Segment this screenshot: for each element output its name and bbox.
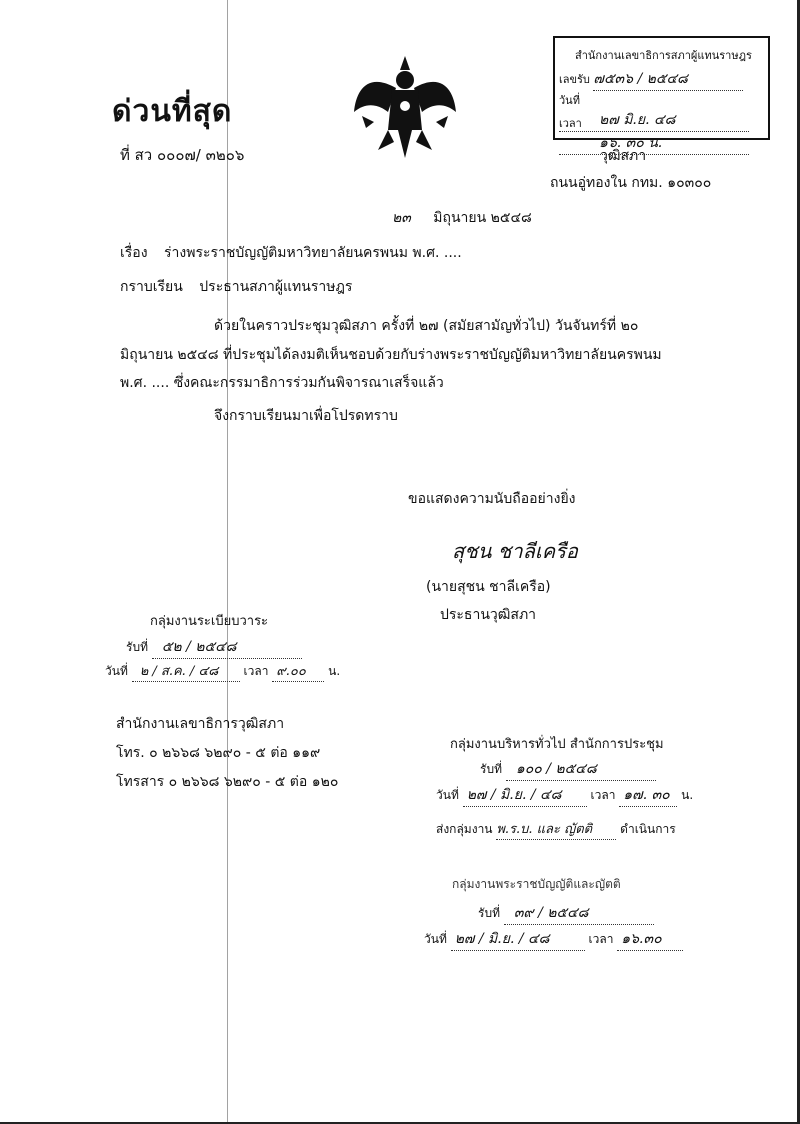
closing-salutation: ขอแสดงความนับถืออย่างยิ่ง <box>408 491 576 507</box>
receipt-stamp-top <box>553 36 770 151</box>
body-line-1: ด้วยในคราวประชุมวุฒิสภา ครั้งที่ ๒๗ (สมัยสามัญทั่วไป) วันจันทร์ที่ ๒๐ <box>214 318 639 334</box>
stamp-meeting-date: วันที่ ๒๗ / มิ.ย. / ๔๘ เวลา ๑๗. ๓๐ น. <box>436 784 693 807</box>
footer-office: สำนักงานเลขาธิการวุฒิสภา <box>116 716 285 732</box>
signer-name: (นายสุชน ชาลีเครือ) <box>426 579 551 595</box>
letter-date: ๒๓ มิถุนายน ๒๕๔๘ <box>392 210 532 226</box>
body-line-4: จึงกราบเรียนมาเพื่อโปรดทราบ <box>214 408 398 424</box>
signer-position: ประธานวุฒิสภา <box>440 607 537 623</box>
stamp-bills-date: วันที่ ๒๗ / มิ.ย. / ๔๘ เวลา ๑๖.๓๐ <box>424 928 683 951</box>
stamp-line-1: เลขรับ ๗๕๓๖ / ๒๕๔๘ <box>559 68 743 91</box>
handwritten-signature: สุชน ชาลีเครือ <box>452 539 578 563</box>
stamp-agenda-date: วันที่ ๒ / ส.ค. / ๔๘ เวลา ๙.๐๐ น. <box>105 660 340 682</box>
subject-line: เรื่อง ร่างพระราชบัญญัติมหาวิทยาลัยนครพนม พ.ศ. .... <box>120 245 462 261</box>
stamp-title: สำนักงานเลขาธิการสภาผู้แทนราษฎร <box>575 49 752 62</box>
reference-number: ที่ สว ๐๐๐๗/ ๓๒๐๖ <box>120 146 245 164</box>
stamp-bills-title: กลุ่มงานพระราชบัญญัติและญัตติ <box>452 877 621 891</box>
body-line-2: มิถุนายน ๒๕๔๘ ที่ประชุมได้ลงมติเห็นชอบด้วยกับร่างพระราชบัญญัติมหาวิทยาลัยนครพนม <box>120 347 662 363</box>
stamp-meeting-title: กลุ่มงานบริหารทั่วไป สำนักการประชุม <box>450 737 664 752</box>
footer-fax: โทรสาร ๐ ๒๖๖๘ ๖๒๙๐ - ๕ ต่อ ๑๒๐ <box>116 774 339 790</box>
stamp-line-2: วันที่ ๒๗ มิ.ย. ๔๘ <box>559 91 768 132</box>
stamp-line-3: เวลา ๑๖. ๓๐ น. <box>559 114 768 155</box>
sender-org: วุฒิสภา <box>600 148 647 164</box>
sender-address: ถนนอู่ทองใน กทม. ๑๐๓๐๐ <box>550 175 712 191</box>
scan-artifact-line <box>227 0 228 1124</box>
stamp-agenda-recv: รับที่ ๕๒ / ๒๕๔๘ <box>126 636 302 659</box>
stamp-meeting-forward: ส่งกลุ่มงาน พ.ร.บ. และ ญัตติ ดำเนินการ <box>436 818 676 840</box>
stamp-bills-recv: รับที่ ๓๙ / ๒๕๔๘ <box>478 902 654 925</box>
addressee-line: กราบเรียน ประธานสภาผู้แทนราษฎร <box>120 279 353 295</box>
footer-tel: โทร. ๐ ๒๖๖๘ ๖๒๙๐ - ๕ ต่อ ๑๑๙ <box>116 745 321 761</box>
stamp-agenda-title: กลุ่มงานระเบียบวาระ <box>150 614 269 629</box>
garuda-emblem-icon <box>348 50 463 165</box>
urgency-label: ด่วนที่สุด <box>112 94 233 129</box>
body-line-3: พ.ศ. .... ซึ่งคณะกรรมาธิการร่วมกันพิจารณาเสร็จแล้ว <box>120 375 444 391</box>
stamp-meeting-recv: รับที่ ๑๐๐ / ๒๕๔๘ <box>480 758 656 781</box>
